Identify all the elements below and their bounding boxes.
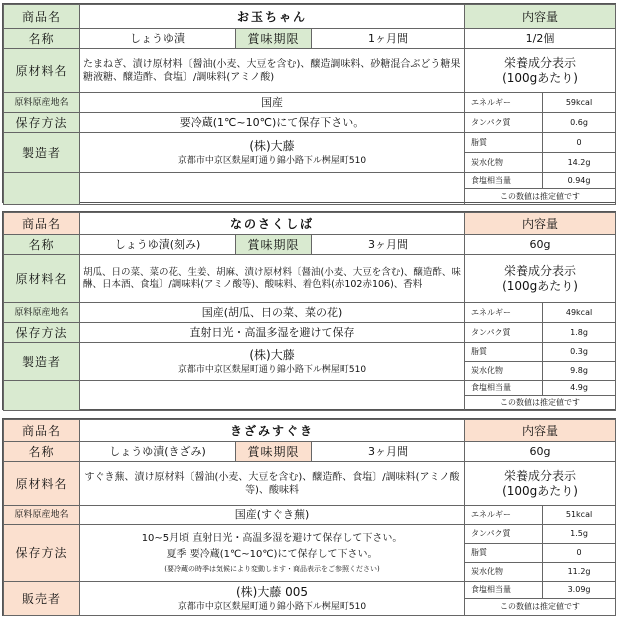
product-header-cell: 商品名 [4,213,80,235]
label-table [3,212,616,411]
storage-line: 夏季 要冷蔵(1℃~10℃)にて保存して下さい。 [166,549,378,560]
nutrition-title: 栄養成分表示 [504,55,577,70]
label-table [3,4,616,205]
nutrition-title-cell [465,255,616,303]
maker-name: (株)大藤 [249,138,295,153]
seller-cell [80,582,465,616]
content-value: 60g [465,235,616,255]
nutrition-value: 1.8g [543,323,616,343]
seller-name: (株)大藤 005 [235,584,309,599]
blank-cell [80,173,465,205]
blank-cell [80,381,465,411]
nutrition-basis: (100gあたり) [502,278,578,293]
product-name: なのさくしば [80,213,465,235]
nutrition-value: 1.5g [543,525,616,544]
origin-header-cell: 原料原産地名 [4,93,80,113]
ingredients-text: たまねぎ、漬け原材料〔醤油(小麦、大豆を含む)、醸造調味料、砂糖混合ぶどう糖果糖液糖、醸造酢、食塩〕/調味料(アミノ酸) [80,49,465,93]
origin-value: 国産(すぐき蕪) [80,506,465,525]
nutrition-key: エネルギー [465,93,543,113]
maker-name: (株)大藤 [249,347,295,362]
storage-header-cell: 保存方法 [4,113,80,133]
nutrition-key: エネルギー [465,506,543,525]
nutrition-note: この数値は推定値です [465,189,616,205]
maker-cell [80,343,465,381]
nutrition-note: この数値は推定値です [465,396,616,411]
nutrition-title: 栄養成分表示 [504,468,577,483]
ingredients-header-cell: 原材料名 [4,462,80,506]
nutrition-key: 炭水化物 [465,563,543,582]
expiry-value: 3ヶ月間 [312,235,465,255]
storage-header-cell: 保存方法 [4,323,80,343]
name-header-cell: 名称 [4,235,80,255]
label-table [3,419,616,616]
nutrition-key: 食塩相当量 [465,173,543,189]
product-header-cell: 商品名 [4,420,80,442]
storage-note: (要冷蔵の時季は気候により変動します・商品表示をご参照ください) [164,565,380,573]
storage-cell [80,525,465,582]
storage-text: 直射日光・高温多湿を避けて保存 [80,323,465,343]
nutrition-value: 49kcal [543,303,616,323]
nutrition-key: 脂質 [465,544,543,563]
nutrition-key: 食塩相当量 [465,381,543,396]
maker-address: 京都市中京区麩屋町通り錦小路下ル桝屋町510 [177,155,367,166]
nutrition-key: タンパク質 [465,323,543,343]
blank-header-cell [4,173,80,205]
storage-text: 要冷蔵(1℃~10℃)にて保存下さい。 [80,113,465,133]
expiry-header-cell: 賞味期限 [236,442,312,462]
nutrition-value: 0 [543,544,616,563]
nutrition-value: 3.09g [543,582,616,599]
content-header-cell: 内容量 [465,420,616,442]
expiry-value: 1ヶ月間 [312,29,465,49]
item-name: しょうゆ漬(刻み) [80,235,236,255]
storage-line: 10~5月頃 直射日光・高温多湿を避けて保存して下さい。 [141,533,403,544]
product-name: きざみすぐき [80,420,465,442]
label-card-3 [2,418,616,616]
nutrition-key: 脂質 [465,133,543,153]
nutrition-value: 59kcal [543,93,616,113]
nutrition-key: 炭水化物 [465,362,543,381]
origin-header-cell: 原料原産地名 [4,303,80,323]
blank-header-cell [4,381,80,411]
nutrition-key: 脂質 [465,343,543,362]
nutrition-key: エネルギー [465,303,543,323]
nutrition-value: 51kcal [543,506,616,525]
nutrition-key: 炭水化物 [465,153,543,173]
label-card-1 [2,3,616,203]
nutrition-basis: (100gあたり) [502,483,578,498]
nutrition-value: 4.9g [543,381,616,396]
content-value: 60g [465,442,616,462]
origin-value: 国産(胡瓜、日の菜、菜の花) [80,303,465,323]
content-header-cell: 内容量 [465,213,616,235]
maker-cell [80,133,465,173]
ingredients-header-cell: 原材料名 [4,49,80,93]
storage-header-cell: 保存方法 [4,525,80,582]
origin-header-cell: 原料原産地名 [4,506,80,525]
maker-header-cell: 製造者 [4,133,80,173]
nutrition-value: 0.94g [543,173,616,189]
nutrition-key: タンパク質 [465,525,543,544]
item-name: しょうゆ漬 [80,29,236,49]
nutrition-value: 11.2g [543,563,616,582]
product-name: お玉ちゃん [80,5,465,29]
item-name: しょうゆ漬(きざみ) [80,442,236,462]
expiry-header-cell: 賞味期限 [236,235,312,255]
ingredients-text: すぐき蕪、漬け原材料〔醤油(小麦、大豆を含む)、醸造酢、食塩〕/調味料(アミノ酸等)、酸味料 [80,462,465,506]
content-header-cell: 内容量 [465,5,616,29]
nutrition-title-cell [465,49,616,93]
nutrition-value: 9.8g [543,362,616,381]
nutrition-value: 0.3g [543,343,616,362]
nutrition-key: タンパク質 [465,113,543,133]
ingredients-header-cell: 原材料名 [4,255,80,303]
nutrition-value: 14.2g [543,153,616,173]
nutrition-note: この数値は推定値です [465,599,616,616]
product-header-cell: 商品名 [4,5,80,29]
nutrition-value: 0 [543,133,616,153]
nutrition-basis: (100gあたり) [502,70,578,85]
seller-header-cell: 販売者 [4,582,80,616]
maker-address: 京都市中京区麩屋町通り錦小路下ル桝屋町510 [177,364,367,375]
content-value: 1/2個 [465,29,616,49]
nutrition-value: 0.6g [543,113,616,133]
expiry-header-cell: 賞味期限 [236,29,312,49]
name-header-cell: 名称 [4,29,80,49]
nutrition-title-cell [465,462,616,506]
nutrition-title: 栄養成分表示 [504,263,577,278]
label-card-2 [2,211,616,410]
origin-value: 国産 [80,93,465,113]
ingredients-text: 胡瓜、日の菜、菜の花、生姜、胡麻、漬け原材料〔醤油(小麦、大豆を含む)、醸造酢、味醂、日本酒、食塩〕/調味料(アミノ酸等)、酸味料、着色料(赤102赤106)、香料 [80,255,465,303]
seller-address: 京都市中京区麩屋町通り錦小路下ル桝屋町510 [177,601,367,612]
nutrition-key: 食塩相当量 [465,582,543,599]
maker-header-cell: 製造者 [4,343,80,381]
name-header-cell: 名称 [4,442,80,462]
expiry-value: 3ヶ月間 [312,442,465,462]
